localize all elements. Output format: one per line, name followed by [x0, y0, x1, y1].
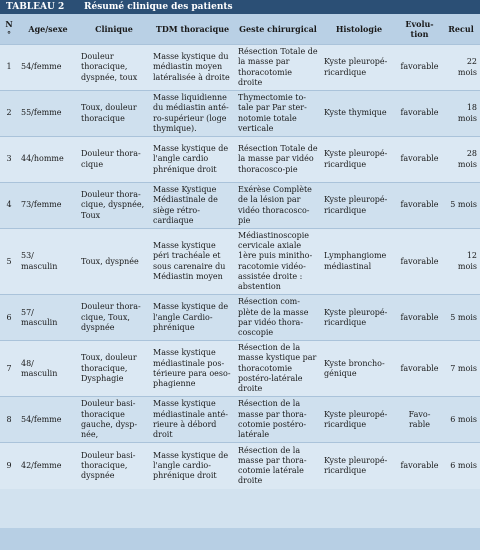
table-row: [0, 91, 480, 137]
table-row: [0, 229, 480, 295]
table-cell: Masse kystique médiastinale pos-térieure para oeso-phagienne: [150, 341, 235, 397]
table-cell: 18 mois: [442, 91, 480, 137]
table-cell: Médiastinoscopie cervicale axiale 1ère puis minitho-racotomie vidéo-assistée droite : abstention: [235, 229, 321, 295]
table-cell: Résection com-plète de la masse par vidéo thora-coscopie: [235, 295, 321, 341]
column-header: Age/sexe: [18, 14, 78, 45]
column-header: Evolu- tion: [397, 14, 442, 45]
header-row: [0, 14, 480, 45]
table-cell: 28 mois: [442, 137, 480, 183]
table-cell: 6: [0, 295, 18, 341]
table-cell: favorable: [397, 45, 442, 91]
table-cell: 7 mois: [442, 341, 480, 397]
column-header: Geste chirurgical: [235, 14, 321, 45]
table-cell: Toux, dyspnée: [78, 229, 150, 295]
table-row: [0, 341, 480, 397]
table-cell: Kyste pleuropé-ricardique: [321, 443, 397, 489]
table-cell: Lymphangiome médiastinal: [321, 229, 397, 295]
table-cell: favorable: [397, 341, 442, 397]
table-cell: Douleur thora-cique: [78, 137, 150, 183]
table-row: [0, 397, 480, 443]
table-cell: 9: [0, 443, 18, 489]
table-cell: 8: [0, 397, 18, 443]
column-header: Histologie: [321, 14, 397, 45]
table-cell: Thymectomie to-tale par Par ster-notomie totale verticale: [235, 91, 321, 137]
table-cell: Résection de la masse par thora-cotomie postéro-latérale: [235, 397, 321, 443]
table-cell: 55/femme: [18, 91, 78, 137]
table-cell: Kyste broncho-génique: [321, 341, 397, 397]
column-header: N °: [0, 14, 18, 45]
table-cell: 5: [0, 229, 18, 295]
table-cell: Masse Kystique Médiastinale de siège rétro-cardiaque: [150, 183, 235, 229]
table-cell: 53/ masculin: [18, 229, 78, 295]
table-cell: 3: [0, 137, 18, 183]
table-tag: TABLEAU 2: [6, 2, 65, 12]
table-cell: Kyste thymique: [321, 91, 397, 137]
footer-band: [0, 528, 480, 550]
table-cell: 57/ masculin: [18, 295, 78, 341]
table-cell: favorable: [397, 295, 442, 341]
table-row: [0, 137, 480, 183]
table-cell: 44/homme: [18, 137, 78, 183]
table-cell: favorable: [397, 443, 442, 489]
column-header: Recul: [442, 14, 480, 45]
table-cell: Masse kystique de l'angle Cardio-phrénique: [150, 295, 235, 341]
table-cell: favorable: [397, 183, 442, 229]
table-body: [0, 45, 480, 489]
table-cell: Toux, douleur thoracique, Dysphagie: [78, 341, 150, 397]
column-header: Clinique: [78, 14, 150, 45]
table-cell: Kyste pleuropé-ricardique: [321, 295, 397, 341]
table-title-bar: [0, 0, 480, 14]
table-row: [0, 183, 480, 229]
table-cell: favorable: [397, 91, 442, 137]
table-cell: Résection Totale de la masse par vidéo thoracosco-pie: [235, 137, 321, 183]
table-cell: Toux, douleur thoracique: [78, 91, 150, 137]
table-row: [0, 295, 480, 341]
clinical-summary-table: [0, 14, 480, 489]
table-cell: 7: [0, 341, 18, 397]
table-cell: 54/femme: [18, 397, 78, 443]
table-row: [0, 443, 480, 489]
table-cell: Douleur basi-thoracique, dyspnée: [78, 443, 150, 489]
table-cell: 48/ masculin: [18, 341, 78, 397]
table-cell: 12 mois: [442, 229, 480, 295]
table-cell: Masse kystique de l'angle cardio phrénique droit: [150, 137, 235, 183]
table-cell: Masse kystique de l'angle cardio-phrénique droit: [150, 443, 235, 489]
table-cell: Douleur basi-thoracique gauche, dysp-née,: [78, 397, 150, 443]
table-cell: 54/femme: [18, 45, 78, 91]
table-cell: Kyste pleuropé-ricardique: [321, 137, 397, 183]
table-title: Résumé clinique des patients: [84, 2, 233, 12]
column-header: TDM thoracique: [150, 14, 235, 45]
table-cell: 2: [0, 91, 18, 137]
table-cell: Kyste pleuropé-ricardique: [321, 45, 397, 91]
table-cell: Résection de la masse kystique par thoracotomie postéro-latérale droite: [235, 341, 321, 397]
table-cell: 6 mois: [442, 443, 480, 489]
table-cell: Masse kystique médiastinale anté-rieure à débord droit: [150, 397, 235, 443]
table-cell: favorable: [397, 137, 442, 183]
table-cell: favorable: [397, 229, 442, 295]
table-cell: Kyste pleuropé-ricardique: [321, 183, 397, 229]
table-cell: Kyste pleuropé-ricardique: [321, 397, 397, 443]
table-cell: Favo- rable: [397, 397, 442, 443]
table-cell: Masse kystique du médiastin moyen latéralisée à droite: [150, 45, 235, 91]
table-cell: 6 mois: [442, 397, 480, 443]
table-cell: 73/femme: [18, 183, 78, 229]
table-cell: 5 mois: [442, 183, 480, 229]
table-cell: Douleur thora-cique, dyspnée, Toux: [78, 183, 150, 229]
table-cell: 1: [0, 45, 18, 91]
table-cell: Masse liquidienne du médiastin anté-ro-supérieur (loge thymique).: [150, 91, 235, 137]
table-cell: 22 mois: [442, 45, 480, 91]
table-cell: 4: [0, 183, 18, 229]
table-cell: Résection Totale de la masse par thoracotomie droite: [235, 45, 321, 91]
table-cell: Exérèse Complète de la lésion par vidéo thoracosco-pie: [235, 183, 321, 229]
table-cell: Résection de la masse par thora-cotomie latérale droite: [235, 443, 321, 489]
table-row: [0, 45, 480, 91]
table-cell: Douleur thora-cique, Toux, dyspnée: [78, 295, 150, 341]
table-cell: Masse kystique péri trachéale et sous carenaire du Médiastin moyen: [150, 229, 235, 295]
table-cell: Douleur thoracique, dyspnée, toux: [78, 45, 150, 91]
table-cell: 42/femme: [18, 443, 78, 489]
table-cell: 5 mois: [442, 295, 480, 341]
